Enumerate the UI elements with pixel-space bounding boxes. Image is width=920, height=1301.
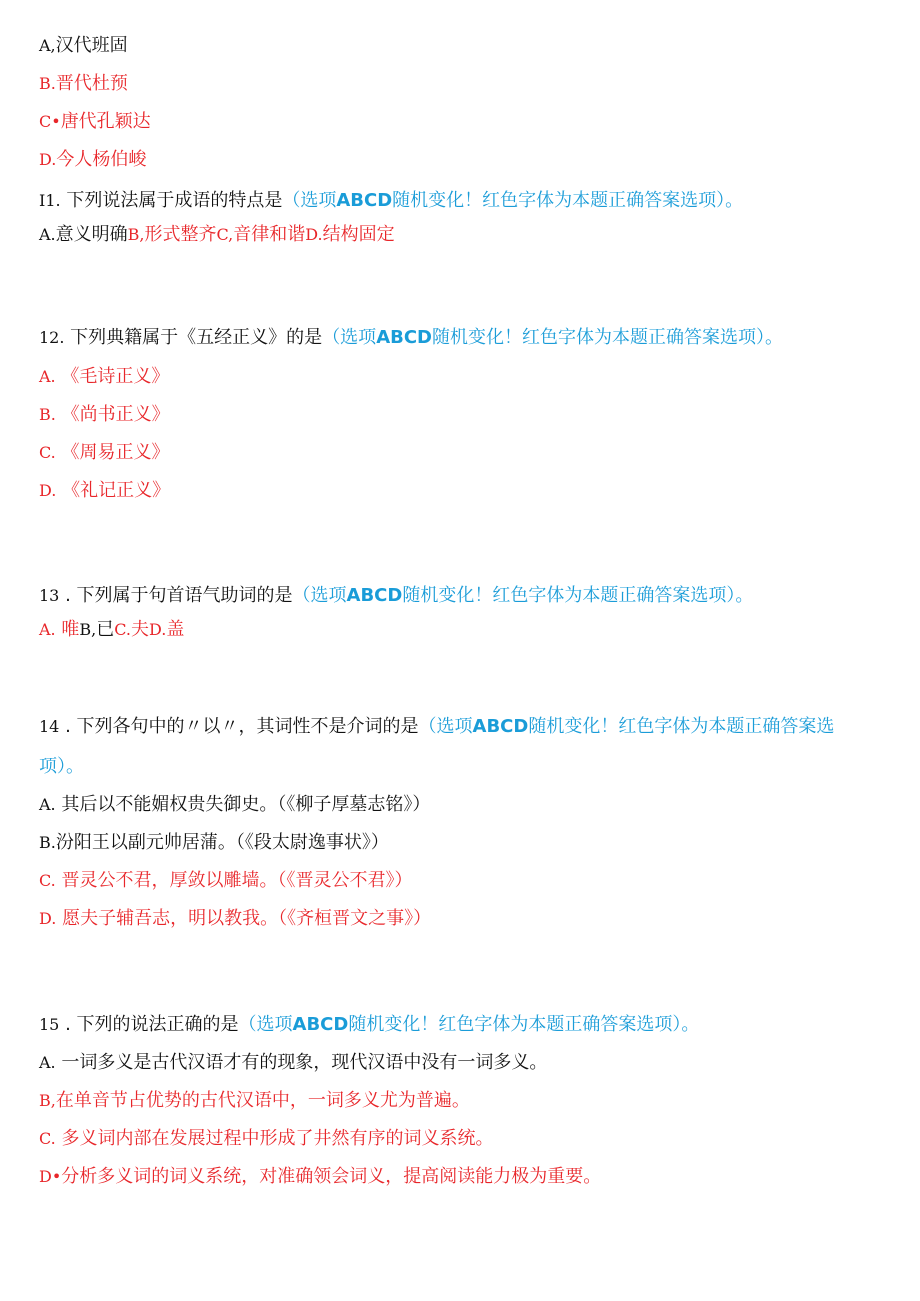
q14-stem [39,715,834,739]
option-text: 已 [96,619,115,640]
option-text: 唐代孔颖达 [60,111,151,132]
hint-abcd: ABCD [376,327,432,348]
option-mark: A. [39,795,56,814]
question-text: . 下列的说法正确的是 [59,1014,239,1035]
option-text: 一词多义是古代汉语才有的现象，现代汉语中没有一词多义。 [55,1052,548,1073]
option-text: 在单音节占优势的古代汉语中，一词多义尤为普遍。 [55,1090,470,1111]
q13-option-d [149,619,184,640]
q12-option-c [39,441,170,465]
hint-suffix: 随机变化！红色字体为本题正确答案选项）。 [402,585,754,606]
hint-suffix: 随机变化！红色字体为本题正确答案选项）。 [392,190,744,211]
option-mark: B, [127,225,145,244]
option-text: 《礼记正义》 [56,480,171,501]
q13-options [39,618,184,642]
option-mark: A. [39,225,56,244]
option-mark: B. [39,405,56,424]
option-mark: D. [148,620,167,639]
option-text: 汉代班固 [55,35,128,56]
option-mark: C. [39,1129,56,1148]
hint-prefix: （选项 [292,585,347,606]
option-mark: C. [39,871,56,890]
option-text: 汾阳王以副元帅居蒲。（《段太尉逸事状》） [55,832,389,853]
q15-option-d [39,1165,601,1189]
option-text: 晋代杜预 [55,73,128,94]
q11-option-d [305,224,394,245]
option-text: 《毛诗正义》 [55,366,170,387]
option-mark: C. [114,620,131,639]
option-text: 分析多义词的词义系统，对准确领会词义，提高阅读能力极为重要。 [61,1166,602,1187]
option-mark: C, [216,225,234,244]
q13-option-c [114,619,149,640]
option-text: 其后以不能媚权贵失御史。（《柳子厚墓志铭》） [55,794,431,815]
q11-options [39,223,395,247]
option-mark: D. [39,481,57,500]
q12-stem [39,326,783,350]
option-mark: D. [39,909,57,928]
option-text: 夫 [130,619,149,640]
option-mark: D• [39,1167,62,1186]
hint-abcd: ABCD [472,716,529,737]
q11-option-c [216,224,305,245]
q15-stem [39,1013,699,1037]
hint-abcd: ABCD [336,190,393,211]
option-text: 音律和谐 [233,224,306,245]
question-text: . 下列各句中的〃以〃，其词性不是介词的是 [59,716,419,737]
option-mark: A. [39,1053,56,1072]
hint-suffix: 随机变化！红色字体为本题正确答案选 [528,716,835,737]
q12-option-b [39,403,170,427]
question-text: 下列典籍属于《五经正义》的是 [64,327,323,348]
option-text: 结构固定 [322,224,395,245]
q12-option-a [39,365,169,389]
q10-option-a [39,34,128,58]
option-mark: B. [39,833,56,852]
question-number: 14 [39,717,60,736]
option-mark: D. [305,225,323,244]
question-number: 15 [39,1015,60,1034]
hint-prefix: （选项 [238,1014,293,1035]
q14-option-a [39,793,430,817]
hint-abcd: ABCD [292,1014,349,1035]
hint-suffix: 随机变化！红色字体为本题正确答案选项）。 [348,1014,700,1035]
q15-option-b [39,1089,470,1113]
option-mark: B, [79,620,97,639]
option-mark: A. [39,367,56,386]
q15-option-a [39,1051,547,1075]
hint-suffix: 随机变化！红色字体为本题正确答案选项）。 [432,327,783,348]
hint-abcd: ABCD [346,585,403,606]
option-mark: B. [39,74,56,93]
option-text: 盖 [166,619,185,640]
question-number: 12. [39,328,65,347]
hint-prefix: （选项 [322,327,377,348]
q14-option-c [39,869,413,893]
q13-stem [39,584,753,608]
q14-option-d [39,907,431,931]
option-mark: B, [39,1091,56,1110]
option-text: 《周易正义》 [55,442,170,463]
q11-option-a [39,224,128,245]
q14-option-b [39,831,389,855]
q15-option-c [39,1127,494,1151]
option-text: 唯 [55,619,80,640]
option-mark: D. [39,150,57,169]
q10-option-d [39,148,146,172]
option-mark: C• [39,112,61,131]
question-number: I1. [39,191,61,210]
q11-option-b [128,224,217,245]
option-text: 意义明确 [55,224,128,245]
option-mark: C. [39,443,56,462]
q10-option-b [39,72,128,96]
option-text: 形式整齐 [144,224,217,245]
q13-option-a [39,619,79,640]
q12-option-d [39,479,170,503]
q13-option-b [79,619,114,640]
q10-option-c [39,110,151,134]
option-text: 晋灵公不君，厚敛以雕墙。（《晋灵公不君》） [55,870,413,891]
hint-prefix: （选项 [418,716,473,737]
q14-hint-continuation: 项）。 [39,756,84,777]
q11-stem [39,189,743,213]
question-number: 13 [39,586,60,605]
option-mark: A. [39,620,56,639]
option-text: 《尚书正义》 [55,404,170,425]
question-text: . 下列属于句首语气助词的是 [59,585,293,606]
option-mark: A, [39,36,56,55]
hint-prefix: （选项 [282,190,337,211]
option-text: 多义词内部在发展过程中形成了井然有序的词义系统。 [55,1128,494,1149]
option-text: 愿夫子辅吾志，明以教我。（《齐桓晋文之事》） [56,908,432,929]
question-text: 下列说法属于成语的特点是 [60,190,283,211]
option-text: 今人杨伯峻 [56,149,147,170]
